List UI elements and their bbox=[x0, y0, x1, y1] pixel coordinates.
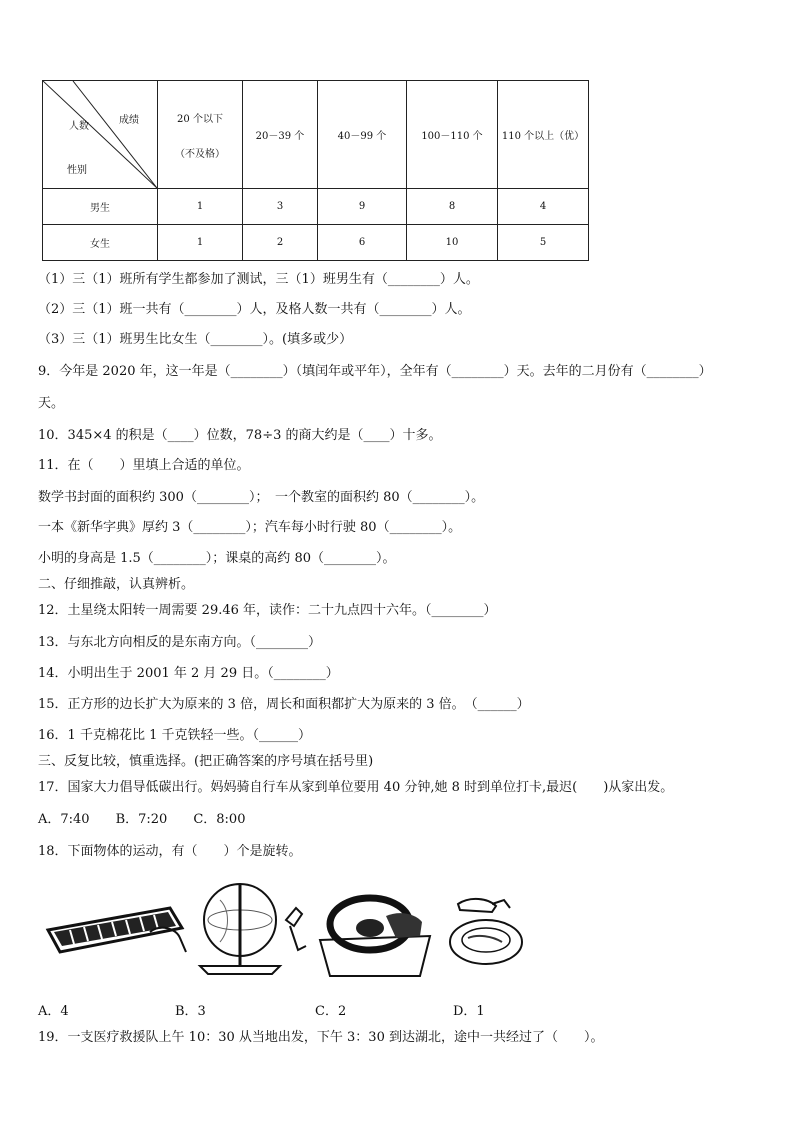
question-18: 18．下面物体的运动，有（ ）个是旋转。 bbox=[38, 844, 302, 859]
table-cell: 6 bbox=[318, 225, 407, 261]
globe-illustration bbox=[200, 884, 306, 974]
table-row bbox=[43, 189, 589, 225]
question-16: 16．1 千克棉花比 1 千克铁轻一些。（______） bbox=[38, 728, 311, 743]
question-14: 14．小明出生于 2001 年 2 月 29 日。（________） bbox=[38, 666, 339, 681]
question-11-b: 一本《新华字典》厚约 3（________）；汽车每小时行驶 80（________）。 bbox=[38, 520, 462, 535]
header-cell: 20 个以下 （不及格） bbox=[158, 81, 243, 189]
section-3-heading: 三、反复比较，慎重选择。(把正确答案的序号填在括号里) bbox=[38, 754, 374, 769]
corner-count-label: 人数 bbox=[69, 121, 89, 132]
question-18-option-a: A．4 bbox=[38, 1004, 69, 1019]
question-10: 10．345×4 的积是（____）位数，78÷3 的商大约是（____）十多。 bbox=[38, 428, 442, 443]
table-cell: 9 bbox=[318, 189, 407, 225]
header-cell: 100－110 个 bbox=[407, 81, 498, 189]
table-cell: 5 bbox=[498, 225, 589, 261]
question-11-c: 小明的身高是 1.5（________）；课桌的高约 80（________）。 bbox=[38, 551, 396, 566]
question-11-a: 数学书封面的面积约 300（________）； 一个教室的面积约 80（________）。 bbox=[38, 490, 485, 505]
table-corner-cell bbox=[43, 81, 158, 189]
question-18-option-b: B．3 bbox=[175, 1004, 206, 1019]
question-19: 19．一支医疗救援队上午 10：30 从当地出发，下午 3：30 到达湖北，途中一共经过了（ ）。 bbox=[38, 1030, 604, 1045]
steering-wheel-illustration bbox=[320, 898, 430, 976]
table-cell: 3 bbox=[243, 189, 318, 225]
question-18-option-d: D．1 bbox=[453, 1004, 485, 1019]
faucet-illustration bbox=[450, 899, 522, 964]
header-cell: 110 个以上（优） bbox=[498, 81, 589, 189]
question-8-1: （1）三（1）班所有学生都参加了测试，三（1）班男生有（________）人。 bbox=[38, 272, 479, 287]
header-cell: 20－39 个 bbox=[243, 81, 318, 189]
row-label: 女生 bbox=[43, 225, 158, 261]
question-17: 17．国家大力倡导低碳出行。妈妈骑自行车从家到单位要用 40 分钟,她 8 时到单位打卡,最迟( )从家出发。 bbox=[38, 780, 674, 795]
table-cell: 4 bbox=[498, 189, 589, 225]
abacus-illustration bbox=[48, 908, 186, 952]
question-9-line1: 9．今年是 2020 年，这一年是（________）（填闰年或平年），全年有（________）天。去年的二月份有（________） bbox=[38, 364, 712, 379]
question-9-line2: 天。 bbox=[38, 396, 65, 411]
section-2-heading: 二、仔细推敲，认真辨析。 bbox=[38, 577, 195, 592]
table-cell: 10 bbox=[407, 225, 498, 261]
corner-score-label: 成绩 bbox=[119, 115, 139, 126]
score-table bbox=[42, 80, 589, 261]
question-18-option-c: C．2 bbox=[315, 1004, 347, 1019]
table-cell: 2 bbox=[243, 225, 318, 261]
question-12: 12．土星绕太阳转一周需要 29.46 年，读作：二十九点四十六年。（________） bbox=[38, 603, 497, 618]
corner-gender-label: 性别 bbox=[67, 165, 87, 176]
table-cell: 1 bbox=[158, 225, 243, 261]
row-label: 男生 bbox=[43, 189, 158, 225]
question-8-2: （2）三（1）班一共有（________）人，及格人数一共有（________）人。 bbox=[38, 302, 471, 317]
question-8-3: （3）三（1）班男生比女生（________）。(填多或少） bbox=[38, 332, 353, 347]
question-17-options: A．7:40 B．7:20 C．8:00 bbox=[38, 812, 246, 827]
question-11: 11．在（ ）里填上合适的单位。 bbox=[38, 458, 250, 473]
question-13: 13．与东北方向相反的是东南方向。（________） bbox=[38, 635, 322, 650]
header-cell: 40－99 个 bbox=[318, 81, 407, 189]
table-row bbox=[43, 225, 589, 261]
question-18-illustrations bbox=[40, 880, 530, 980]
question-15: 15．正方形的边长扩大为原来的 3 倍，周长和面积都扩大为原来的 3 倍。 （______） bbox=[38, 697, 530, 712]
table-cell: 1 bbox=[158, 189, 243, 225]
table-cell: 8 bbox=[407, 189, 498, 225]
diagonal-lines bbox=[43, 81, 157, 188]
